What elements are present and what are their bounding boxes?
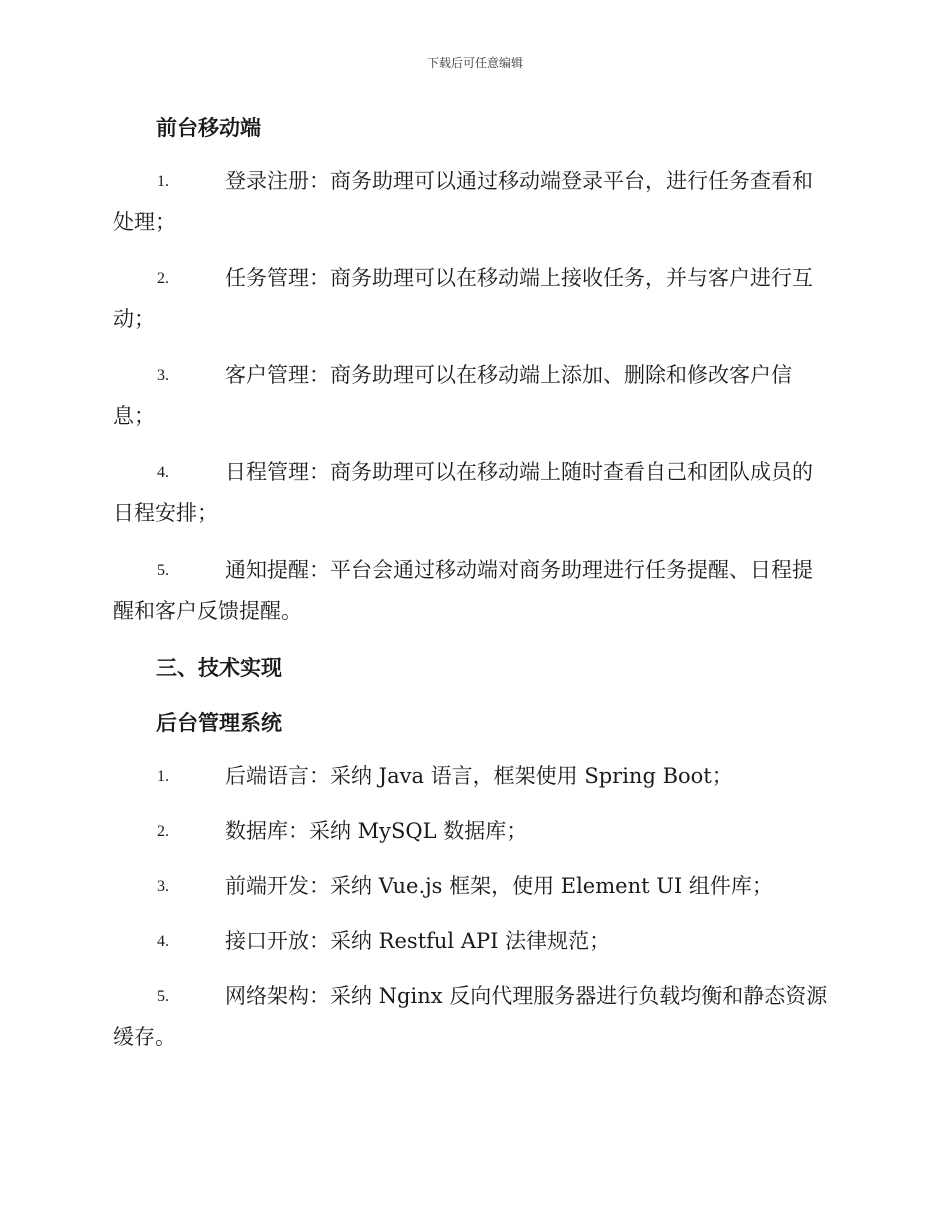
list-item [113, 258, 838, 340]
list-item-number: 3. [157, 878, 169, 895]
list-item [113, 976, 838, 1058]
list-item [113, 866, 838, 907]
list-item-text: 前端开发：采纳 Vue.js 框架，使用 Element UI 组件库； [225, 874, 773, 898]
list-item [113, 756, 838, 797]
list-item [113, 161, 838, 243]
list-item-number: 4. [157, 464, 169, 481]
list-item [113, 811, 838, 852]
page-header: 下载后可任意编辑 [426, 56, 523, 70]
section-heading-tech: 三、技术实现 [156, 655, 282, 680]
list-item [113, 355, 838, 437]
section-heading-backend: 后台管理系统 [156, 710, 282, 735]
list-item-text: 日程管理：商务助理可以在移动端上随时查看自己和团队成员的 [225, 460, 813, 484]
list-item-text: 网络架构：采纳 Nginx 反向代理服务器进行负载均衡和静态资源 [225, 984, 828, 1008]
list-item-text-continued: 动； [113, 307, 155, 331]
list-item-number: 2. [157, 823, 169, 840]
list-item-text: 数据库：采纳 MySQL 数据库； [225, 819, 528, 843]
list-item-text: 后端语言：采纳 Java 语言，框架使用 Spring Boot； [225, 764, 733, 788]
list-item-text: 任务管理：商务助理可以在移动端上接收任务，并与客户进行互 [225, 266, 813, 290]
section-heading-mobile: 前台移动端 [156, 115, 261, 140]
list-item-text: 登录注册：商务助理可以通过移动端登录平台，进行任务查看和 [225, 169, 813, 193]
list-item-text-continued: 处理； [113, 210, 176, 234]
list-item-number: 5. [157, 562, 169, 579]
list-item-text: 客户管理：商务助理可以在移动端上添加、删除和修改客户信 [225, 363, 792, 387]
list-item [113, 452, 838, 534]
list-item-number: 3. [157, 367, 169, 384]
list-item-text-continued: 缓存。 [113, 1025, 176, 1049]
list-item-number: 5. [157, 988, 169, 1005]
list-item-number: 4. [157, 933, 169, 950]
list-item-text-continued: 息； [113, 404, 155, 428]
list-item [113, 550, 838, 632]
list-item-text-continued: 日程安排； [113, 501, 218, 525]
list-item-text: 接口开放：采纳 Restful API 法律规范； [225, 929, 611, 953]
list-item [113, 921, 838, 962]
list-item-number: 1. [157, 768, 169, 785]
list-item-number: 2. [157, 270, 169, 287]
list-item-text: 通知提醒：平台会通过移动端对商务助理进行任务提醒、日程提 [225, 558, 813, 582]
list-item-number: 1. [157, 173, 169, 190]
list-item-text-continued: 醒和客户反馈提醒。 [113, 599, 302, 623]
